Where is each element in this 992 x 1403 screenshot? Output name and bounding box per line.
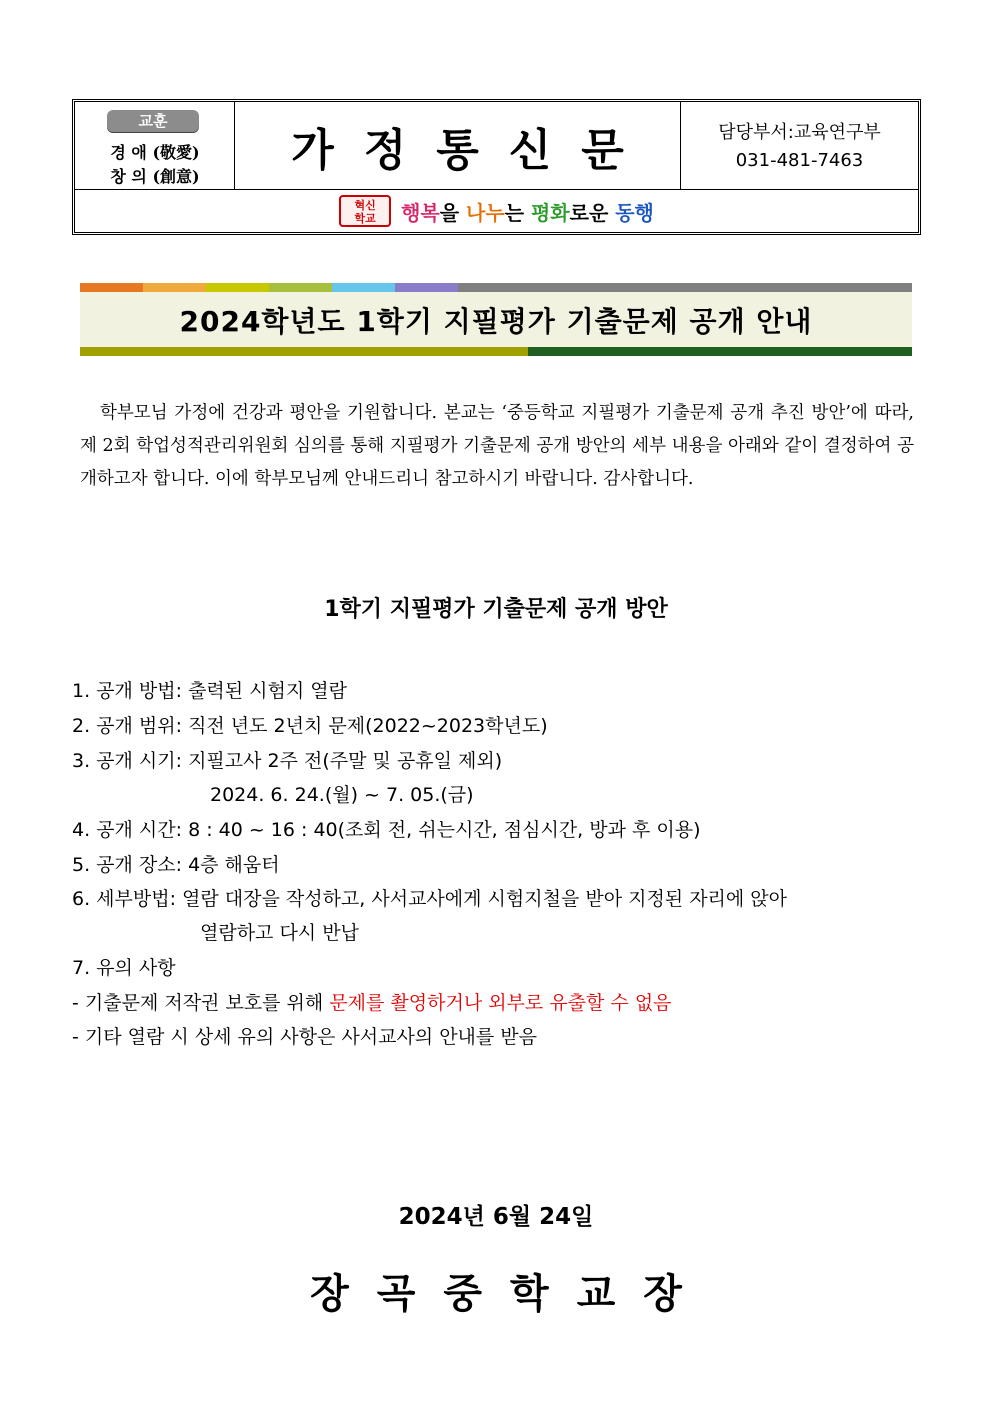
list-item: 5. 공개 장소: 4층 해움터 — [72, 854, 280, 876]
notice-item: - 기출문제 저작권 보호를 위해 문제를 촬영하거나 외부로 유출할 수 없음 — [72, 992, 672, 1014]
motto-line-2: 창 의 (創意) — [110, 167, 200, 186]
school-slogan: 행복을 나누는 평화로운 동행 — [401, 200, 654, 225]
list-item-continuation: 열람하고 다시 반납 — [200, 922, 359, 944]
title-cell — [235, 102, 681, 190]
intro-paragraph: 학부모님 가정에 건강과 평안을 기원합니다. 본교는 ‘중등학교 지필평가 기출문제 공개 추진 방안’에 따라, 제 2회 학업성적관리위원회 심의를 통해 지필평가 기출문제 공개 방안의 세부 내용을 아래와 같이 결정하여 공개하고자 합니다. 이에 학부모님께 안내드리니 참고하시기 바랍니다. 감사합니다. — [80, 403, 914, 489]
notice-title: 2024학년도 1학기 지필평가 기출문제 공개 안내 — [179, 304, 813, 338]
notice-title-band — [80, 283, 912, 356]
color-bar-purple — [395, 283, 458, 292]
issue-date: 2024년 6월 24일 — [398, 1204, 594, 1230]
color-bar-sky — [332, 283, 395, 292]
motto-line-1: 경 애 (敬愛) — [110, 143, 200, 162]
color-bar-yellow — [206, 283, 269, 292]
color-bar-orange — [80, 283, 143, 292]
innovation-school-logo: 혁신 학교 — [339, 195, 391, 227]
department: 담당부서:교육연구부 — [718, 122, 881, 143]
list-item: 3. 공개 시기: 지필고사 2주 전(주말 및 공휴일 제외) — [72, 750, 503, 772]
section-title: 1학기 지필평가 기출문제 공개 방안 — [324, 597, 668, 622]
motto-badge: 교훈 — [107, 110, 199, 132]
list-item: 1. 공개 방법: 출력된 시험지 열람 — [72, 680, 347, 702]
list-item: 6. 세부방법: 열람 대장을 작성하고, 사서교사에게 시험지철을 받아 지정된 자리에 앉아 — [72, 888, 788, 910]
color-bar-lime — [269, 283, 332, 292]
motto-cell — [75, 102, 235, 190]
contact-cell — [681, 102, 918, 190]
principal-signature: 장곡중학교장 — [310, 1270, 710, 1317]
bottom-bar-green — [528, 347, 912, 356]
list-item-continuation: 2024. 6. 24.(월) ~ 7. 05.(금) — [210, 784, 474, 806]
warning-text: 문제를 촬영하거나 외부로 유출할 수 없음 — [329, 992, 672, 1014]
list-item: 4. 공개 시간: 8 : 40 ~ 16 : 40(조회 전, 쉬는시간, 점심시간, 방과 후 이용) — [72, 819, 701, 841]
notice-title-box — [80, 292, 912, 347]
document-title: 가정통신문 — [291, 124, 654, 176]
header-table — [72, 99, 921, 235]
bottom-bar-olive — [80, 347, 528, 356]
list-item: 7. 유의 사항 — [72, 957, 176, 979]
slogan-row — [75, 190, 918, 232]
color-bar-gray — [458, 283, 912, 292]
phone-number: 031-481-7463 — [735, 150, 864, 171]
notice-item: - 기타 열람 시 상세 유의 사항은 사서교사의 안내를 받음 — [72, 1026, 538, 1048]
list-item: 2. 공개 범위: 직전 년도 2년치 문제(2022~2023학년도) — [72, 715, 548, 737]
color-bar-amber — [143, 283, 206, 292]
